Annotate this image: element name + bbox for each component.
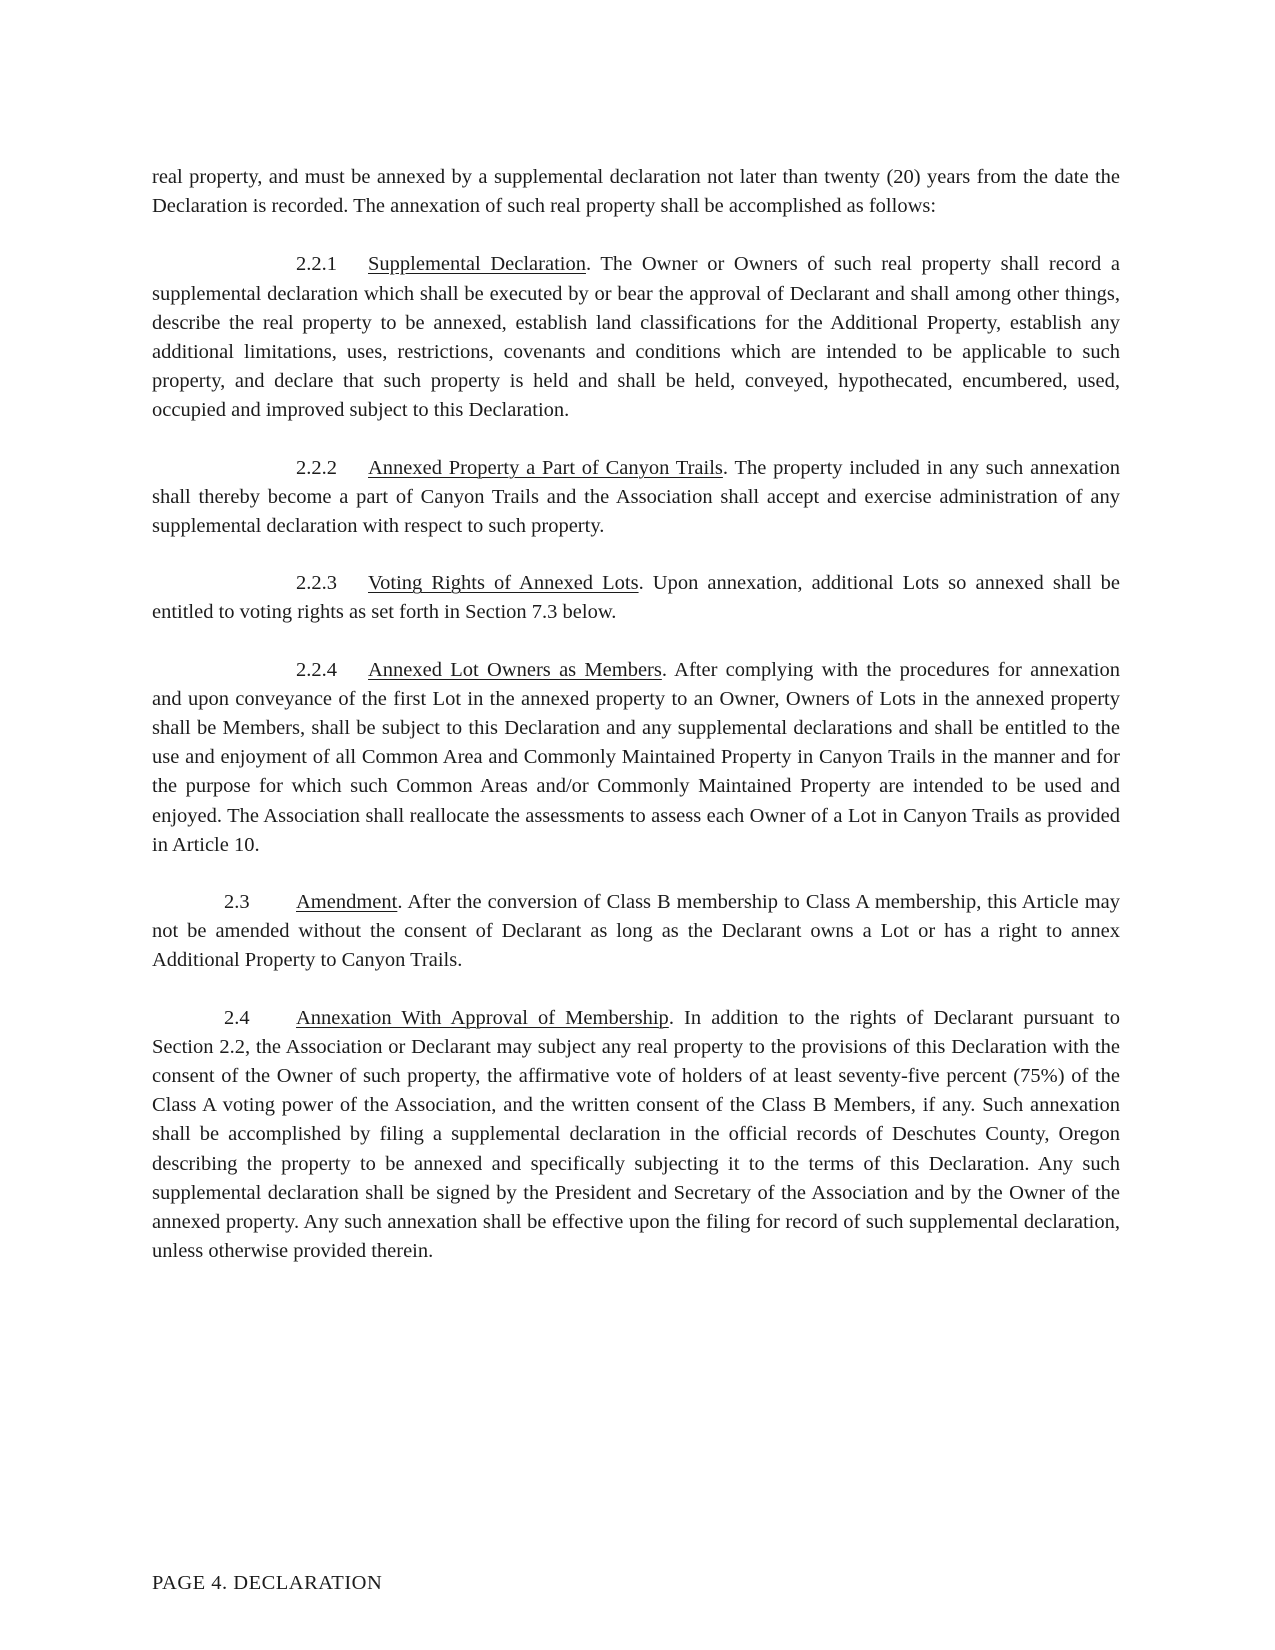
section-number: 2.2.4 <box>296 658 337 681</box>
section-2-4: 2.4 Annexation With Approval of Membership. In addition to the rights of Declarant pursuant to Section 2.2, the Association or Declarant may subject any real property to the provisions of this Declaration with the consent of the Owner of such property, the affirmative vote of holders of at least seventy-five percent (75%) of the Class A voting power of the Association, and the written consent of the Class B Members, if any. Such annexation shall be accomplished by filing a supplemental declaration in the official records of Deschutes County, Oregon describing the property to be annexed and specifically subjecting it to the terms of this Declaration. Any such supplemental declaration shall be signed by the President and Secretary of the Association and by the Owner of the annexed property. Any such annexation shall be effective upon the filing for record of such supplemental declaration, unless otherwise provided therein. <box>152 1004 1120 1267</box>
section-number: 2.4 <box>224 1006 250 1029</box>
section-2-2-4: 2.2.4 Annexed Lot Owners as Members. After complying with the procedures for annexation and upon conveyance of the first Lot in the annexed property to an Owner, Owners of Lots in the annexed property shall be Members, shall be subject to this Declaration and any supplemental declarations and shall be entitled to the use and enjoyment of all Common Area and Commonly Maintained Property in Canyon Trails in the manner and for the purpose for which such Common Areas and/or Commonly Maintained Property are intended to be used and enjoyed. The Association shall reallocate the assessments to assess each Owner of a Lot in Canyon Trails as provided in Article 10. <box>152 656 1120 860</box>
section-number: 2.2.2 <box>296 456 337 479</box>
section-heading: Annexation With Approval of Membership <box>296 1006 669 1029</box>
section-2-2-2: 2.2.2 Annexed Property a Part of Canyon Trails. The property included in any such annexation shall thereby become a part of Canyon Trails and the Association shall accept and exercise administration of any supplemental declaration with respect to such property. <box>152 454 1120 542</box>
section-body: In addition to the rights of Declarant pursuant to Section 2.2, the Association or Declarant may subject any real property to the provisions of this Declaration with the consent of the Owner of such property, the affirmative vote of holders of at least seventy-five percent (75%) of the Class A voting power of the Association, and the written consent of the Class B Members, if any. Such annexation shall be accomplished by filing a supplemental declaration in the official records of Deschutes County, Oregon describing the property to be annexed and specifically subjecting it to the terms of this Declaration. Any such supplemental declaration shall be signed by the President and Secretary of the Association and by the Owner of the annexed property. Any such annexation shall be effective upon the filing for record of such supplemental declaration, unless otherwise provided therein. <box>152 1006 1120 1263</box>
section-body: After the conversion of Class B membership to Class A membership, this Article may not be amended without the consent of Declarant as long as the Declarant owns a Lot or has a right to annex Additional Property to Canyon Trails. <box>152 891 1120 972</box>
section-2-3: 2.3 Amendment. After the conversion of Class B membership to Class A membership, this Article may not be amended without the consent of Declarant as long as the Declarant owns a Lot or has a right to annex Additional Property to Canyon Trails. <box>152 888 1120 976</box>
section-body: The property included in any such annexation shall thereby become a part of Canyon Trails and the Association shall accept and exercise administration of any supplemental declaration with respect to such property. <box>152 456 1121 538</box>
intro-paragraph <box>152 163 1120 221</box>
section-heading: Supplemental Declaration <box>368 253 586 276</box>
section-number: 2.2.3 <box>296 572 337 595</box>
section-2-2-1: 2.2.1 Supplemental Declaration. The Owner or Owners of such real property shall record a supplemental declaration which shall be executed by or bear the approval of Declarant and shall among other things, describe the real property to be annexed, establish land classifications for the Additional Property, establish any additional limitations, uses, restrictions, covenants and conditions which are intended to be applicable to such property, and declare that such property is held and shall be held, conveyed, hypothecated, encumbered, used, occupied and improved subject to this Declaration. <box>152 250 1120 425</box>
section-2-2-3: 2.2.3 Voting Rights of Annexed Lots. Upon annexation, additional Lots so annexed shall be entitled to voting rights as set forth in Section 7.3 below. <box>152 569 1120 627</box>
section-heading: Voting Rights of Annexed Lots <box>368 572 639 595</box>
section-number: 2.2.1 <box>296 253 337 276</box>
page-footer: PAGE 4. DECLARATION <box>152 1572 383 1594</box>
document-page <box>152 163 1120 1295</box>
section-body: The Owner or Owners of such real property shall record a supplemental declaration which shall be executed by or bear the approval of Declarant and shall among other things, describe the real property to be annexed, establish land classifications for the Additional Property, establish any additional limitations, uses, restrictions, covenants and conditions which are intended to be applicable to such property, and declare that such property is held and shall be held, conveyed, hypothecated, encumbered, used, occupied and improved subject to this Declaration. <box>152 253 1120 422</box>
section-body: After complying with the procedures for annexation and upon conveyance of the first Lot in the annexed property to an Owner, Owners of Lots in the annexed property shall be Members, shall be subject to this Declaration and any supplemental declarations and shall be entitled to the use and enjoyment of all Common Area and Commonly Maintained Property in Canyon Trails in the manner and for the purpose for which such Common Areas and/or Commonly Maintained Property are intended to be used and enjoyed. The Association shall reallocate the assessments to assess each Owner of a Lot in Canyon Trails as provided in Article 10. <box>152 658 1121 856</box>
section-body: Upon annexation, additional Lots so annexed shall be entitled to voting rights as set forth in Section 7.3 below. <box>152 572 1121 624</box>
section-heading: Amendment <box>296 891 398 914</box>
section-heading: Annexed Lot Owners as Members <box>368 658 662 681</box>
section-heading: Annexed Property a Part of Canyon Trails <box>368 456 723 479</box>
section-number: 2.3 <box>224 891 250 914</box>
intro-text: real property, and must be annexed by a supplemental declaration not later than twenty (20) years from the date the Declaration is recorded. The annexation of such real property shall be accomplished as follows: <box>152 166 1120 218</box>
